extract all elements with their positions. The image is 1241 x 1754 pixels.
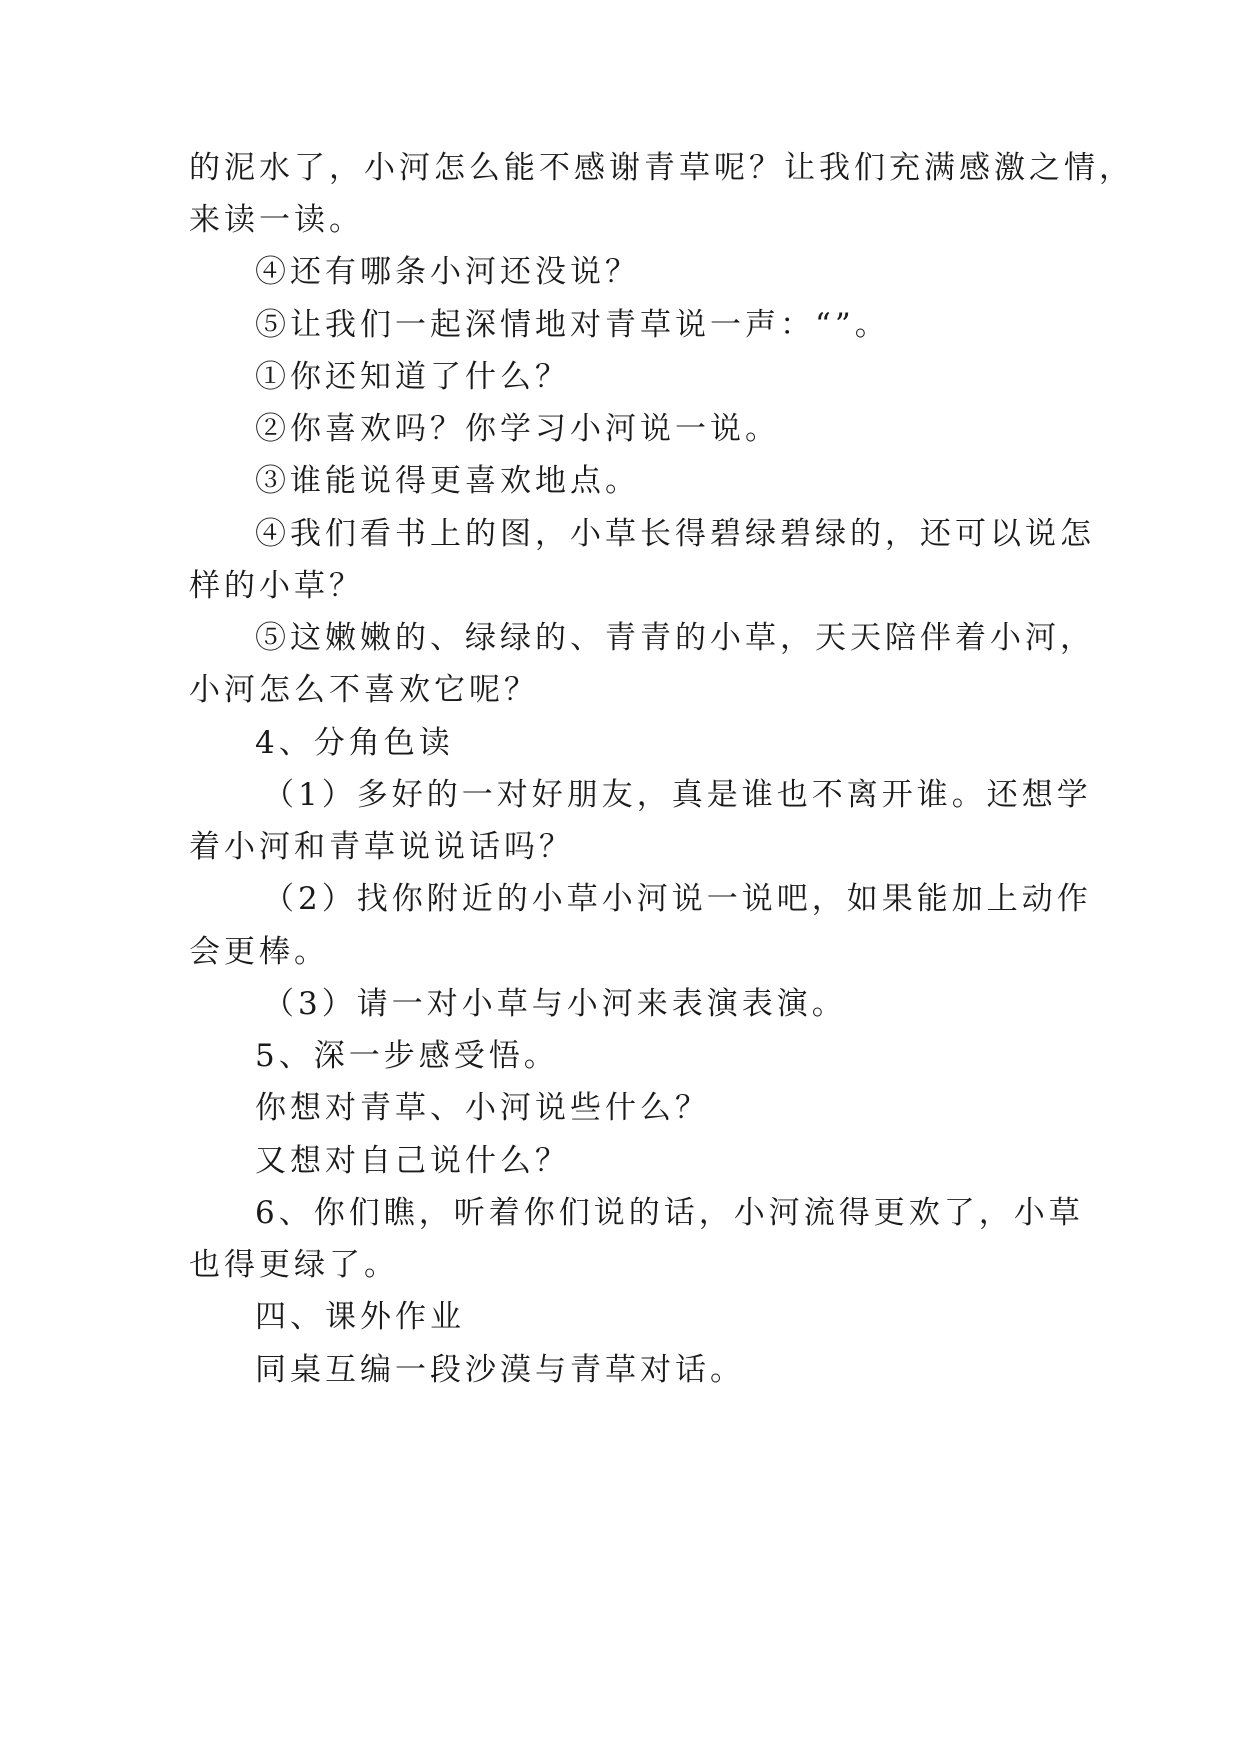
text-line: 4、分角色读 <box>255 725 454 761</box>
text-line: ③谁能说得更喜欢地点。 <box>255 463 640 499</box>
text-line: 来读一读。 <box>189 202 364 238</box>
text-line: 又想对自己说什么？ <box>255 1143 570 1179</box>
text-line: ⑤这嫩嫩的、绿绿的、青青的小草，天天陪伴着小河， <box>255 620 1095 656</box>
text-line: 着小河和青草说说话吗？ <box>189 829 574 865</box>
text-line: ②你喜欢吗？你学习小河说一说。 <box>255 411 780 447</box>
text-line: 的泥水了，小河怎么能不感谢青草呢？让我们充满感激之情， <box>189 150 1134 186</box>
text-line: ④还有哪条小河还没说？ <box>255 254 640 290</box>
text-line: 5、深一步感受悟。 <box>255 1038 559 1074</box>
text-line: ①你还知道了什么？ <box>255 359 570 395</box>
text-line: （3）请一对小草与小河来表演表演。 <box>263 986 847 1022</box>
text-line: ④我们看书上的图，小草长得碧绿碧绿的，还可以说怎 <box>255 516 1095 552</box>
text-line: 样的小草？ <box>189 568 364 604</box>
text-line: 同桌互编一段沙漠与青草对话。 <box>255 1352 745 1388</box>
text-line: （2）找你附近的小草小河说一说吧，如果能加上动作 <box>263 881 1092 917</box>
text-line: 小河怎么不喜欢它呢？ <box>189 672 539 708</box>
text-line: （1）多好的一对好朋友，真是谁也不离开谁。还想学 <box>263 777 1092 813</box>
text-line: 会更棒。 <box>189 934 329 970</box>
text-line: 也得更绿了。 <box>189 1247 399 1283</box>
text-line: 四、课外作业 <box>255 1299 465 1335</box>
text-line: 6、你们瞧，听着你们说的话，小河流得更欢了，小草 <box>255 1195 1084 1231</box>
text-line: ⑤让我们一起深情地对青草说一声：“”。 <box>255 307 890 343</box>
text-line: 你想对青草、小河说些什么？ <box>255 1090 710 1126</box>
